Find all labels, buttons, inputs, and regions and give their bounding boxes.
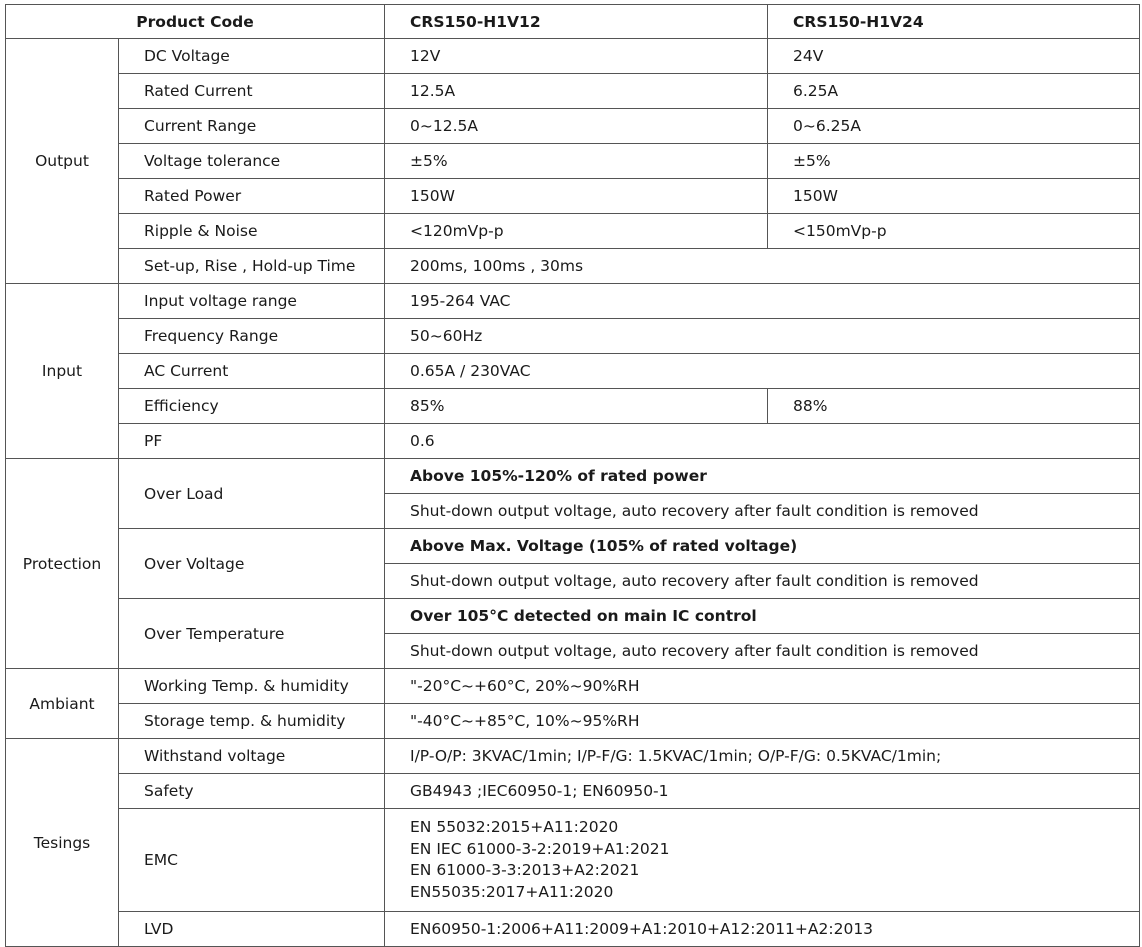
table-row: [6, 669, 1140, 704]
row-value: Shut-down output voltage, auto recovery after fault condition is removed: [385, 494, 1140, 529]
row-value: 12V: [385, 39, 768, 74]
table-row: [6, 389, 1140, 424]
row-label: EMC: [119, 809, 385, 912]
table-row: [6, 704, 1140, 739]
row-label: Working Temp. & humidity: [119, 669, 385, 704]
row-label: Set-up, Rise , Hold-up Time: [119, 249, 385, 284]
row-value: I/P-O/P: 3KVAC/1min; I/P-F/G: 1.5KVAC/1min; O/P-F/G: 0.5KVAC/1min;: [385, 739, 1140, 774]
row-value: "-20°C~+60°C, 20%~90%RH: [385, 669, 1140, 704]
row-value: <120mVp-p: [385, 214, 768, 249]
category-protection: Protection: [6, 459, 119, 669]
row-label: Rated Power: [119, 179, 385, 214]
row-value: 200ms, 100ms , 30ms: [385, 249, 1140, 284]
table-row: [6, 912, 1140, 947]
row-label: Frequency Range: [119, 319, 385, 354]
header-product-code: Product Code: [6, 5, 385, 39]
row-value: Over 105°C detected on main IC control: [385, 599, 1140, 634]
spec-table: [5, 4, 1140, 947]
header-model-2: CRS150-H1V24: [768, 5, 1140, 39]
table-row: [6, 319, 1140, 354]
table-row: [6, 459, 1140, 494]
row-value: "-40°C~+85°C, 10%~95%RH: [385, 704, 1140, 739]
row-value: ±5%: [768, 144, 1140, 179]
table-row: [6, 284, 1140, 319]
row-value: 6.25A: [768, 74, 1140, 109]
row-value: 0.6: [385, 424, 1140, 459]
row-label: Over Load: [119, 459, 385, 529]
row-label: Input voltage range: [119, 284, 385, 319]
row-value: EN 55032:2015+A11:2020 EN IEC 61000-3-2:2019+A1:2021 EN 61000-3-3:2013+A2:2021 EN55035:2017+A11:2020: [385, 809, 1140, 912]
row-label: Rated Current: [119, 74, 385, 109]
row-label: Current Range: [119, 109, 385, 144]
row-label: AC Current: [119, 354, 385, 389]
table-row: [6, 214, 1140, 249]
row-value: 0.65A / 230VAC: [385, 354, 1140, 389]
row-value: Above 105%-120% of rated power: [385, 459, 1140, 494]
row-label: Voltage tolerance: [119, 144, 385, 179]
row-value: 85%: [385, 389, 768, 424]
table-row: [6, 354, 1140, 389]
header-row: [6, 5, 1140, 39]
category-ambiant: Ambiant: [6, 669, 119, 739]
row-value: Shut-down output voltage, auto recovery after fault condition is removed: [385, 564, 1140, 599]
row-value: 195-264 VAC: [385, 284, 1140, 319]
table-row: [6, 39, 1140, 74]
table-row: [6, 424, 1140, 459]
row-value: ±5%: [385, 144, 768, 179]
table-row: [6, 774, 1140, 809]
row-label: Over Voltage: [119, 529, 385, 599]
table-row: [6, 599, 1140, 634]
table-row: [6, 809, 1140, 912]
row-label: DC Voltage: [119, 39, 385, 74]
row-value: Above Max. Voltage (105% of rated voltage): [385, 529, 1140, 564]
row-value: GB4943 ;IEC60950-1; EN60950-1: [385, 774, 1140, 809]
row-value: 50~60Hz: [385, 319, 1140, 354]
table-row: [6, 74, 1140, 109]
category-input: Input: [6, 284, 119, 459]
row-value: EN60950-1:2006+A11:2009+A1:2010+A12:2011+A2:2013: [385, 912, 1140, 947]
category-tesings: Tesings: [6, 739, 119, 947]
table-row: [6, 739, 1140, 774]
category-output: Output: [6, 39, 119, 284]
row-value: 24V: [768, 39, 1140, 74]
row-value: Shut-down output voltage, auto recovery after fault condition is removed: [385, 634, 1140, 669]
row-value: 88%: [768, 389, 1140, 424]
table-row: [6, 179, 1140, 214]
table-row: [6, 249, 1140, 284]
header-model-1: CRS150-H1V12: [385, 5, 768, 39]
row-label: Safety: [119, 774, 385, 809]
table-row: [6, 529, 1140, 564]
row-label: LVD: [119, 912, 385, 947]
row-value: 150W: [768, 179, 1140, 214]
row-label: PF: [119, 424, 385, 459]
row-value: 12.5A: [385, 74, 768, 109]
row-value: <150mVp-p: [768, 214, 1140, 249]
row-label: Storage temp. & humidity: [119, 704, 385, 739]
table-row: [6, 144, 1140, 179]
row-value: 150W: [385, 179, 768, 214]
row-value: 0~6.25A: [768, 109, 1140, 144]
row-value: 0~12.5A: [385, 109, 768, 144]
row-label: Efficiency: [119, 389, 385, 424]
row-label: Withstand voltage: [119, 739, 385, 774]
row-label: Over Temperature: [119, 599, 385, 669]
table-row: [6, 109, 1140, 144]
row-label: Ripple & Noise: [119, 214, 385, 249]
